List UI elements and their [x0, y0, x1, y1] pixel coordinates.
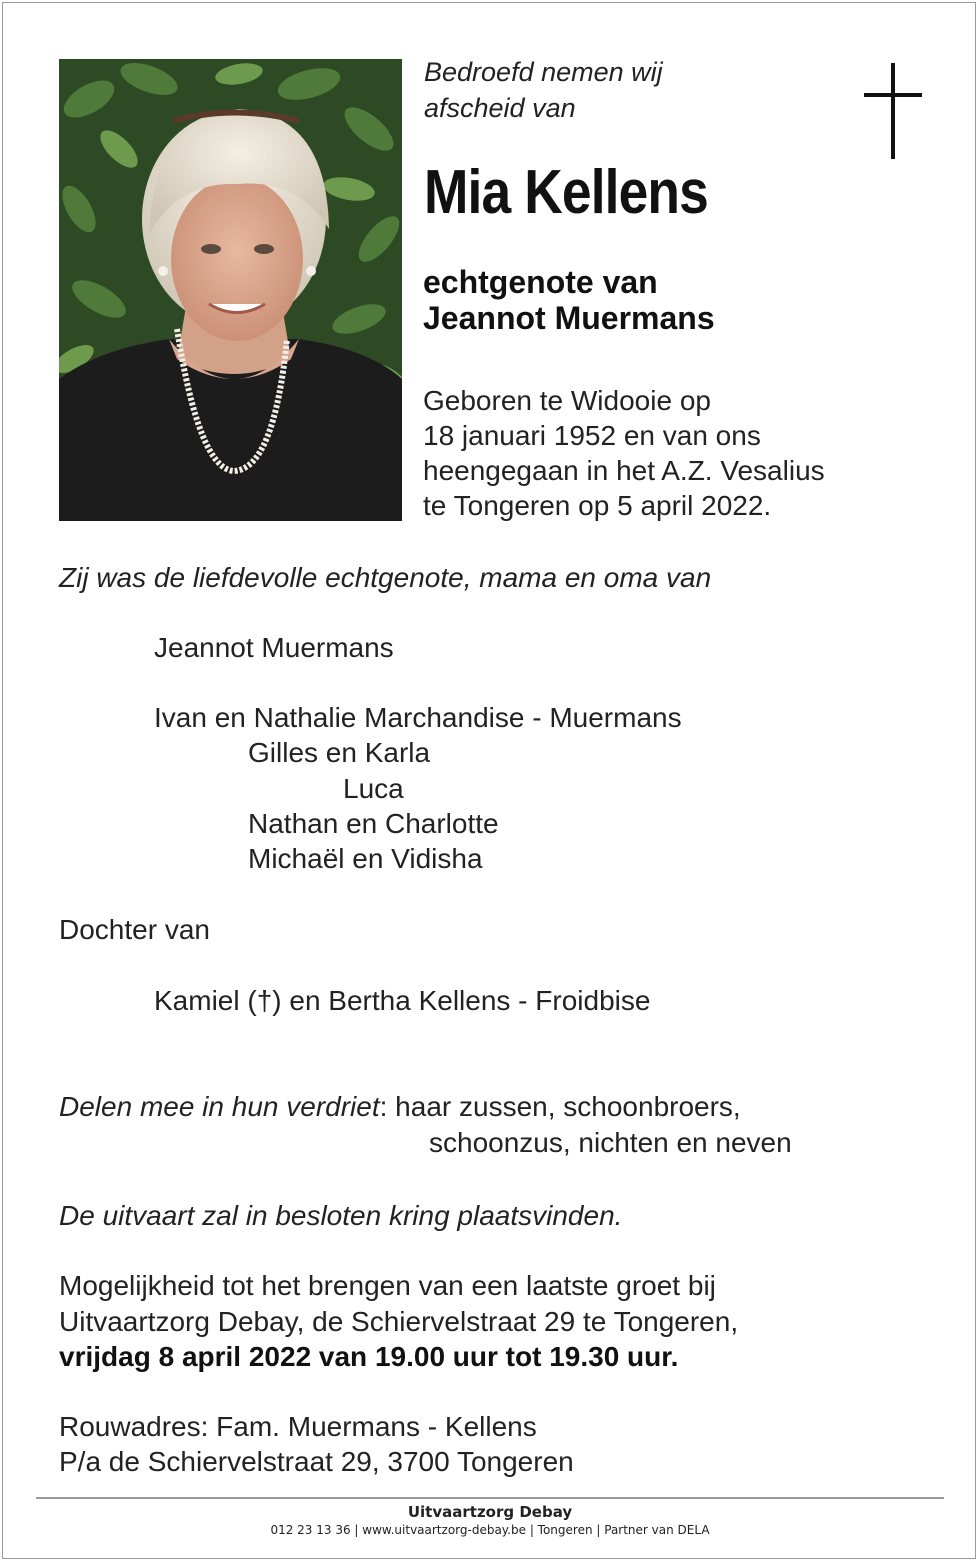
portrait-photo — [59, 59, 402, 521]
spouse-info — [423, 264, 715, 336]
intro-line-1: Bedroefd nemen wij — [424, 57, 663, 87]
parents-intro: Dochter van — [59, 914, 210, 945]
funeral-note: De uitvaart zal in besloten kring plaatsvinden. — [59, 1200, 623, 1231]
address-line-2: P/a de Schiervelstraat 29, 3700 Tongeren — [59, 1446, 574, 1477]
parents: Kamiel (†) en Bertha Kellens - Froidbise — [154, 985, 651, 1016]
birth-line-4: te Tongeren op 5 april 2022. — [423, 490, 772, 521]
intro-text — [424, 54, 663, 126]
footer-divider — [36, 1497, 944, 1499]
deceased-name: Mia Kellens — [424, 158, 708, 227]
birth-death-info — [423, 383, 825, 523]
address-line-1: Rouwadres: Fam. Muermans - Kellens — [59, 1411, 537, 1442]
spouse-line-1: echtgenote van — [423, 264, 658, 300]
intro-line-2: afscheid van — [424, 93, 576, 123]
sharing-relatives-2: schoonzus, nichten en neven — [429, 1127, 792, 1158]
spouse-line-2: Jeannot Muermans — [423, 300, 715, 336]
family-child: Ivan en Nathalie Marchandise - Muermans — [154, 702, 682, 733]
sharing-relatives-1: haar zussen, schoonbroers, — [387, 1091, 741, 1122]
cross-icon — [864, 63, 922, 159]
visit-datetime: vrijdag 8 april 2022 van 19.00 uur tot 19.30 uur. — [59, 1341, 679, 1372]
family-intro: Zij was de liefdevolle echtgenote, mama en oma van — [59, 562, 712, 593]
visit-line-1: Mogelijkheid tot het brengen van een laatste groet bij — [59, 1270, 716, 1301]
sharing-label: Delen mee in hun verdriet — [59, 1091, 380, 1122]
family-grandchild: Nathan en Charlotte — [248, 808, 499, 839]
family-great-grandchild: Luca — [343, 773, 404, 804]
birth-line-1: Geboren te Widooie op — [423, 385, 711, 416]
sharing-line-1 — [59, 1089, 741, 1124]
family-husband: Jeannot Muermans — [154, 632, 394, 663]
footer-company: Uitvaartzorg Debay — [407, 1503, 573, 1521]
sharing-colon: : — [379, 1091, 388, 1122]
birth-line-3: heengegaan in het A.Z. Vesalius — [423, 455, 825, 486]
birth-line-2: 18 januari 1952 en van ons — [423, 420, 761, 451]
footer-contact: 012 23 13 36 | www.uitvaartzorg-debay.be | Tongeren | Partner van DELA — [270, 1523, 710, 1537]
family-grandchild: Gilles en Karla — [248, 737, 431, 768]
visit-line-2: Uitvaartzorg Debay, de Schiervelstraat 29 te Tongeren, — [59, 1306, 739, 1337]
family-grandchild: Michaël en Vidisha — [248, 843, 483, 874]
